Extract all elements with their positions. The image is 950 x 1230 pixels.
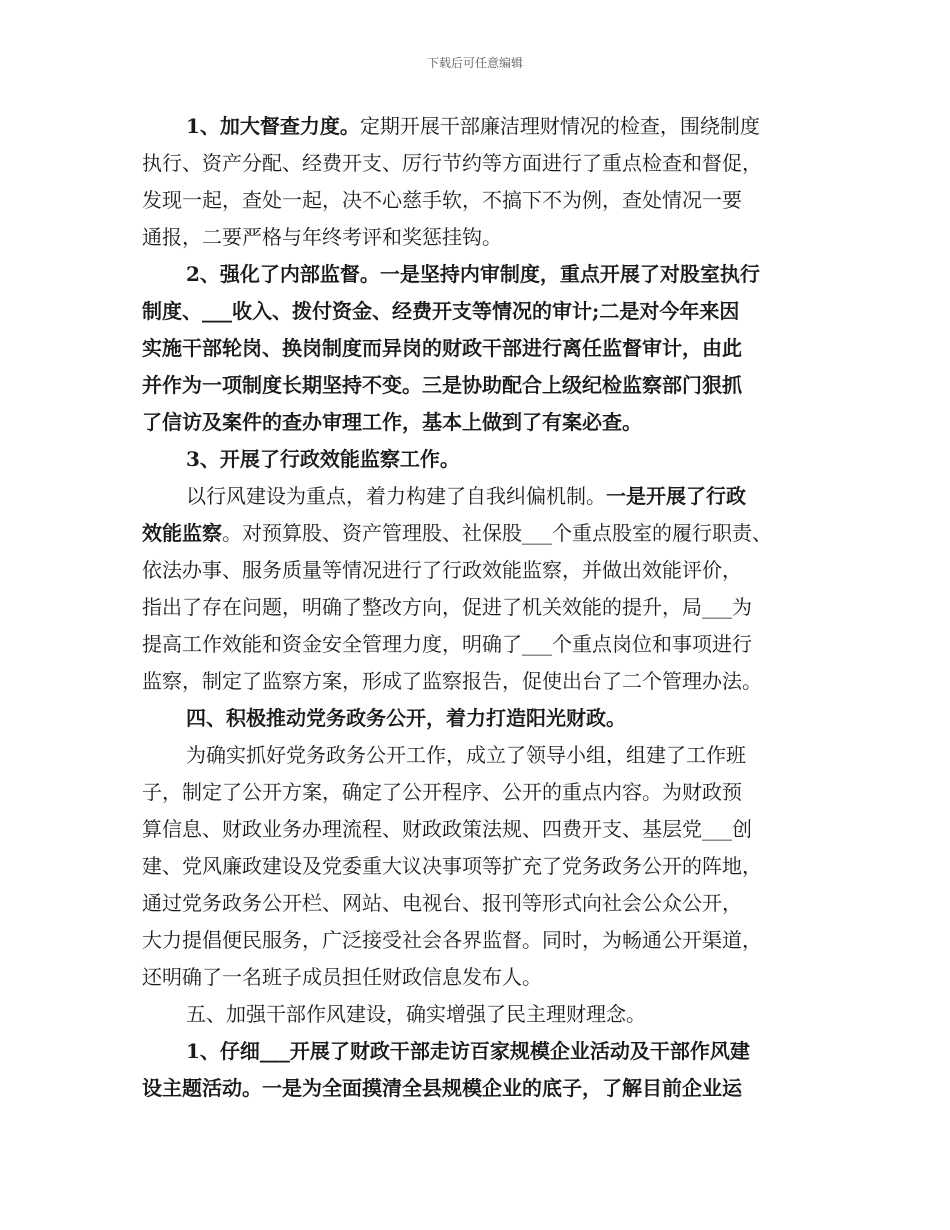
text-line <box>142 626 826 663</box>
text-segment: 1、加大督查力度。 <box>186 114 360 138</box>
text-line <box>142 996 826 1033</box>
text-line <box>142 848 826 885</box>
text-line <box>142 108 826 145</box>
text-segment: 执行、资产分配、经费开支、厉行节约等方面进行了重点检查和督促， <box>142 151 762 175</box>
text-segment: 设主题活动。一是为全面摸清全县规模企业的底子，了解目前企业运 <box>142 1076 742 1100</box>
text-segment: 子，制定了公开方案，确定了公开程序、公开的重点内容。为财政预 <box>142 780 742 804</box>
text-segment: 建、党风廉政建设及党委重大议决事项等扩充了党务政务公开的阵地， <box>142 854 762 878</box>
text-line <box>142 700 826 737</box>
text-line <box>142 774 826 811</box>
text-segment: 提高工作效能和资金安全管理力度，明确了___个重点岗位和事项进行 <box>142 632 752 656</box>
text-line <box>142 478 826 515</box>
text-segment: 了信访及案件的查办审理工作，基本上做到了有案必查。 <box>142 410 642 434</box>
text-segment: 五、加强干部作风建设，确实增强了民主理财理念。 <box>186 1002 646 1026</box>
text-line <box>142 1070 826 1107</box>
text-line <box>142 441 826 478</box>
text-line <box>142 737 826 774</box>
text-segment: 并作为一项制度长期坚持不变。三是协助配合上级纪检监察部门狠抓 <box>142 373 742 397</box>
text-line <box>142 589 826 626</box>
text-line <box>142 219 826 256</box>
text-line <box>142 515 826 552</box>
text-segment: 四、积极推动党务政务公开，着力打造阳光财政。 <box>186 706 626 730</box>
text-segment: 指出了存在问题，明确了整改方向，促进了机关效能的提升，局___为 <box>142 595 752 619</box>
text-line <box>142 330 826 367</box>
text-segment: 制度、___收入、拨付资金、经费开支等情况的审计;二是对今年来因 <box>142 299 740 323</box>
text-segment: 监察，制定了监察方案，形成了监察报告，促使出台了二个管理办法。 <box>142 669 762 693</box>
text-line <box>142 663 826 700</box>
text-segment: 发现一起，查处一起，决不心慈手软，不搞下不为例，查处情况一要 <box>142 188 742 212</box>
text-line <box>142 182 826 219</box>
page-header: 下载后可任意编辑 <box>426 56 523 70</box>
text-line <box>142 293 826 330</box>
text-line <box>142 885 826 922</box>
text-segment: 效能监察 <box>142 521 222 545</box>
text-segment: 还明确了一名班子成员担任财政信息发布人。 <box>142 965 542 989</box>
text-line <box>142 367 826 404</box>
text-segment: 大力提倡便民服务，广泛接受社会各界监督。同时，为畅通公开渠道， <box>142 928 762 952</box>
text-line <box>142 256 826 293</box>
text-segment: 依法办事、服务质量等情况进行了行政效能监察，并做出效能评价， <box>142 558 742 582</box>
text-segment: 算信息、财政业务办理流程、财政政策法规、四费开支、基层党___创 <box>142 817 752 841</box>
text-line <box>142 959 826 996</box>
text-segment: 1、仔细___开展了财政干部走访百家规模企业活动及干部作风建 <box>186 1039 750 1063</box>
text-segment: 。对预算股、资产管理股、社保股___个重点股室的履行职责、 <box>222 521 772 545</box>
document-body <box>142 108 826 1107</box>
text-segment: 通报，二要严格与年终考评和奖惩挂钩。 <box>142 225 502 249</box>
text-segment: 定期开展干部廉洁理财情况的检查，围绕制度 <box>359 114 760 138</box>
text-line <box>142 404 826 441</box>
text-segment: 一是开展了行政 <box>606 484 746 508</box>
text-segment: 以行风建设为重点，着力构建了自我纠偏机制。 <box>186 484 606 508</box>
text-segment: 实施干部轮岗、换岗制度而异岗的财政干部进行离任监督审计，由此 <box>142 336 742 360</box>
text-segment: 2、强化了内部监督。一是坚持内审制度，重点开展了对股室执行 <box>186 262 760 286</box>
text-line <box>142 552 826 589</box>
text-segment: 3、开展了行政效能监察工作。 <box>186 447 460 471</box>
text-segment: 为确实抓好党务政务公开工作，成立了领导小组，组建了工作班 <box>186 743 746 767</box>
text-line <box>142 922 826 959</box>
text-line <box>142 1033 826 1070</box>
text-line <box>142 811 826 848</box>
text-segment: 通过党务政务公开栏、网站、电视台、报刊等形式向社会公众公开， <box>142 891 742 915</box>
text-line <box>142 145 826 182</box>
